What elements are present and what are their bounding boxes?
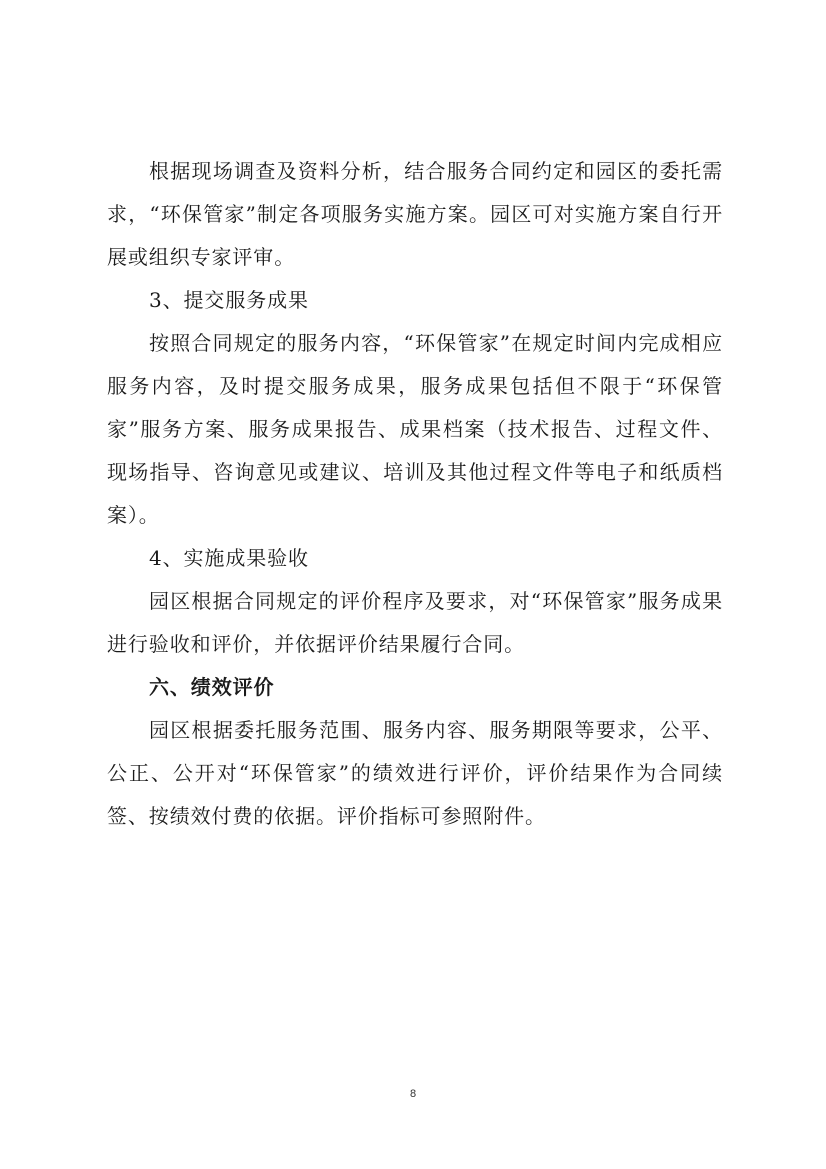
paragraph-implementation-plan: 根据现场调查及资料分析，结合服务合同约定和园区的委托需求，“环保管家”制定各项服务实施方案。园区可对实施方案自行开展或组织专家评审。	[107, 159, 723, 269]
subheading-acceptance: 4、实施成果验收	[149, 546, 309, 570]
page-number: 8	[409, 1088, 417, 1100]
document-body	[107, 150, 723, 838]
paragraph-acceptance: 园区根据合同规定的评价程序及要求，对“环保管家”服务成果进行验收和评价，并依据评价结果履行合同。	[107, 589, 723, 656]
paragraph-service-results: 按照合同规定的服务内容，“环保管家”在规定时间内完成相应服务内容，及时提交服务成果，服务成果包括但不限于“环保管家”服务方案、服务成果报告、成果档案（技术报告、过程文件、现场指导、咨询意见或建议、培训及其他过程文件等电子和纸质档案）。	[107, 331, 723, 527]
paragraph-performance-evaluation: 园区根据委托服务范围、服务内容、服务期限等要求，公平、公正、公开对“环保管家”的绩效进行评价，评价结果作为合同续签、按绩效付费的依据。评价指标可参照附件。	[107, 718, 723, 828]
heading-performance-evaluation: 六、绩效评价	[149, 675, 275, 699]
subheading-submit-results: 3、提交服务成果	[149, 288, 309, 312]
